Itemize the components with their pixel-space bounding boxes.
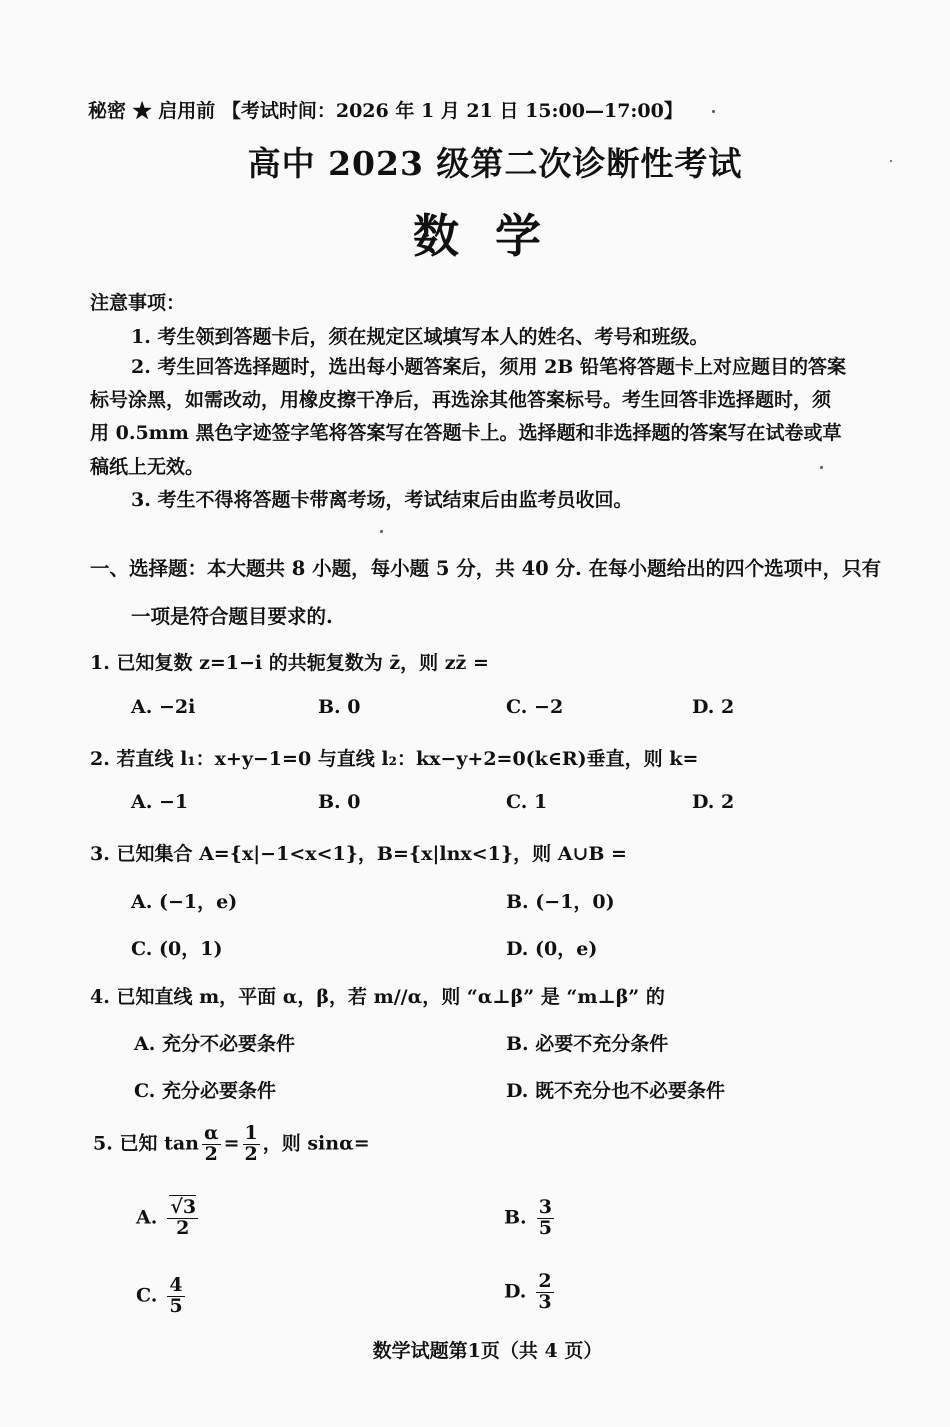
fraction-numerator: 1 (244, 1122, 258, 1144)
option-label: A. (136, 1206, 158, 1229)
question-1-stem: 1. 已知复数 z=1−i 的共轭复数为 z̄，则 zz̄ = (90, 652, 489, 674)
question-5-option-d (504, 1272, 557, 1313)
question-1-option-d: D. 2 (692, 696, 735, 718)
notice-item-3: 3. 考生不得将答题卡带离考场，考试结束后由监考员收回。 (131, 489, 633, 511)
question-3-option-a: A. (−1，e) (131, 891, 238, 913)
fraction-numerator: 3 (538, 1196, 552, 1218)
question-4-option-a: A. 充分不必要条件 (134, 1033, 295, 1055)
fraction-denominator: 5 (169, 1294, 183, 1317)
fraction-denominator: 2 (244, 1142, 258, 1165)
equals-sign: = (223, 1132, 240, 1155)
section-1-heading-line-1: 一、选择题：本大题共 8 小题，每小题 5 分，共 40 分. 在每小题给出的四个选项中，只有 (90, 557, 882, 580)
fraction-numerator: α (203, 1122, 219, 1144)
sqrt-3: √3 (170, 1196, 197, 1218)
notice-title: 注意事项： (90, 292, 186, 314)
fraction-denominator: 2 (204, 1142, 218, 1165)
question-2-stem: 2. 若直线 l₁：x+y−1=0 与直线 l₂：kx−y+2=0(k∈R)垂直，则 k= (90, 748, 699, 770)
fraction-numerator (167, 1198, 198, 1219)
fraction-denominator: 5 (538, 1216, 552, 1239)
question-1-option-c: C. −2 (506, 696, 564, 718)
question-4-option-d: D. 既不充分也不必要条件 (506, 1080, 726, 1102)
fraction-denominator: 3 (538, 1290, 552, 1313)
fraction-numerator: 4 (169, 1274, 183, 1296)
question-3-option-b: B. (−1，0) (506, 891, 615, 913)
scan-speck (820, 466, 823, 469)
notice-item-2-line-3: 用 0.5mm 黑色字迹签字笔将答案写在答题卡上。选择题和非选择题的答案写在试卷或草 (90, 422, 842, 444)
page-footer: 数学试题第1页（共 4 页） (372, 1340, 603, 1362)
option-a-fraction (167, 1198, 198, 1239)
option-b-fraction (537, 1198, 554, 1239)
option-label: C. (136, 1284, 158, 1307)
question-5-stem-prefix: 5. 已知 tan (93, 1132, 199, 1155)
option-label: D. (504, 1280, 527, 1303)
option-label: B. (504, 1206, 527, 1229)
scan-speck (890, 160, 892, 162)
option-c-fraction (167, 1276, 184, 1317)
fraction-denominator: 2 (176, 1216, 190, 1239)
scan-speck (380, 530, 383, 533)
notice-item-1: 1. 考生领到答题卡后，须在规定区域填写本人的姓名、考号和班级。 (131, 326, 709, 348)
question-4-option-c: C. 充分必要条件 (134, 1080, 277, 1102)
question-4-stem: 4. 已知直线 m，平面 α，β，若 m//α，则 “α⊥β” 是 “m⊥β” 的 (90, 986, 665, 1008)
exam-title: 高中 2023 级第二次诊断性考试 (247, 144, 743, 183)
fraction-numerator: 2 (538, 1270, 552, 1292)
notice-item-2-line-2: 标号涂黑，如需改动，用橡皮擦干净后，再选涂其他答案标号。考生回答非选择题时，须 (90, 389, 832, 411)
question-5-option-a (136, 1198, 201, 1239)
question-2-option-c: C. 1 (506, 791, 548, 813)
question-1-option-b: B. 0 (318, 696, 361, 718)
question-5-fraction-alpha-over-2 (202, 1124, 221, 1165)
question-3-stem: 3. 已知集合 A={x|−1<x<1}，B={x|lnx<1}，则 A∪B = (90, 843, 627, 865)
question-3-option-d: D. (0，e) (506, 938, 598, 960)
option-d-fraction (536, 1272, 553, 1313)
question-5-stem (93, 1124, 370, 1165)
question-5-option-c (136, 1276, 188, 1317)
section-1-heading-line-2: 一项是符合题目要求的. (131, 605, 333, 628)
question-2-option-a: A. −1 (131, 791, 189, 813)
scan-speck (712, 110, 715, 113)
question-2-option-d: D. 2 (692, 791, 735, 813)
confidential-header: 秘密 ★ 启用前 【考试时间：2026 年 1 月 21 日 15:00—17:00】 (88, 100, 683, 122)
question-5-option-b (504, 1198, 557, 1239)
notice-item-2-line-1: 2. 考生回答选择题时，选出每小题答案后，须用 2B 铅笔将答题卡上对应题目的答案 (131, 356, 846, 378)
notice-item-2-line-4: 稿纸上无效。 (90, 456, 205, 478)
question-3-option-c: C. (0，1) (131, 938, 223, 960)
question-5-stem-suffix: ，则 sinα= (262, 1132, 370, 1155)
question-5-fraction-one-half (243, 1124, 260, 1165)
question-2-option-b: B. 0 (318, 791, 361, 813)
subject-title: 数学 (413, 209, 577, 263)
question-1-option-a: A. −2i (131, 696, 196, 718)
question-4-option-b: B. 必要不充分条件 (506, 1033, 669, 1055)
